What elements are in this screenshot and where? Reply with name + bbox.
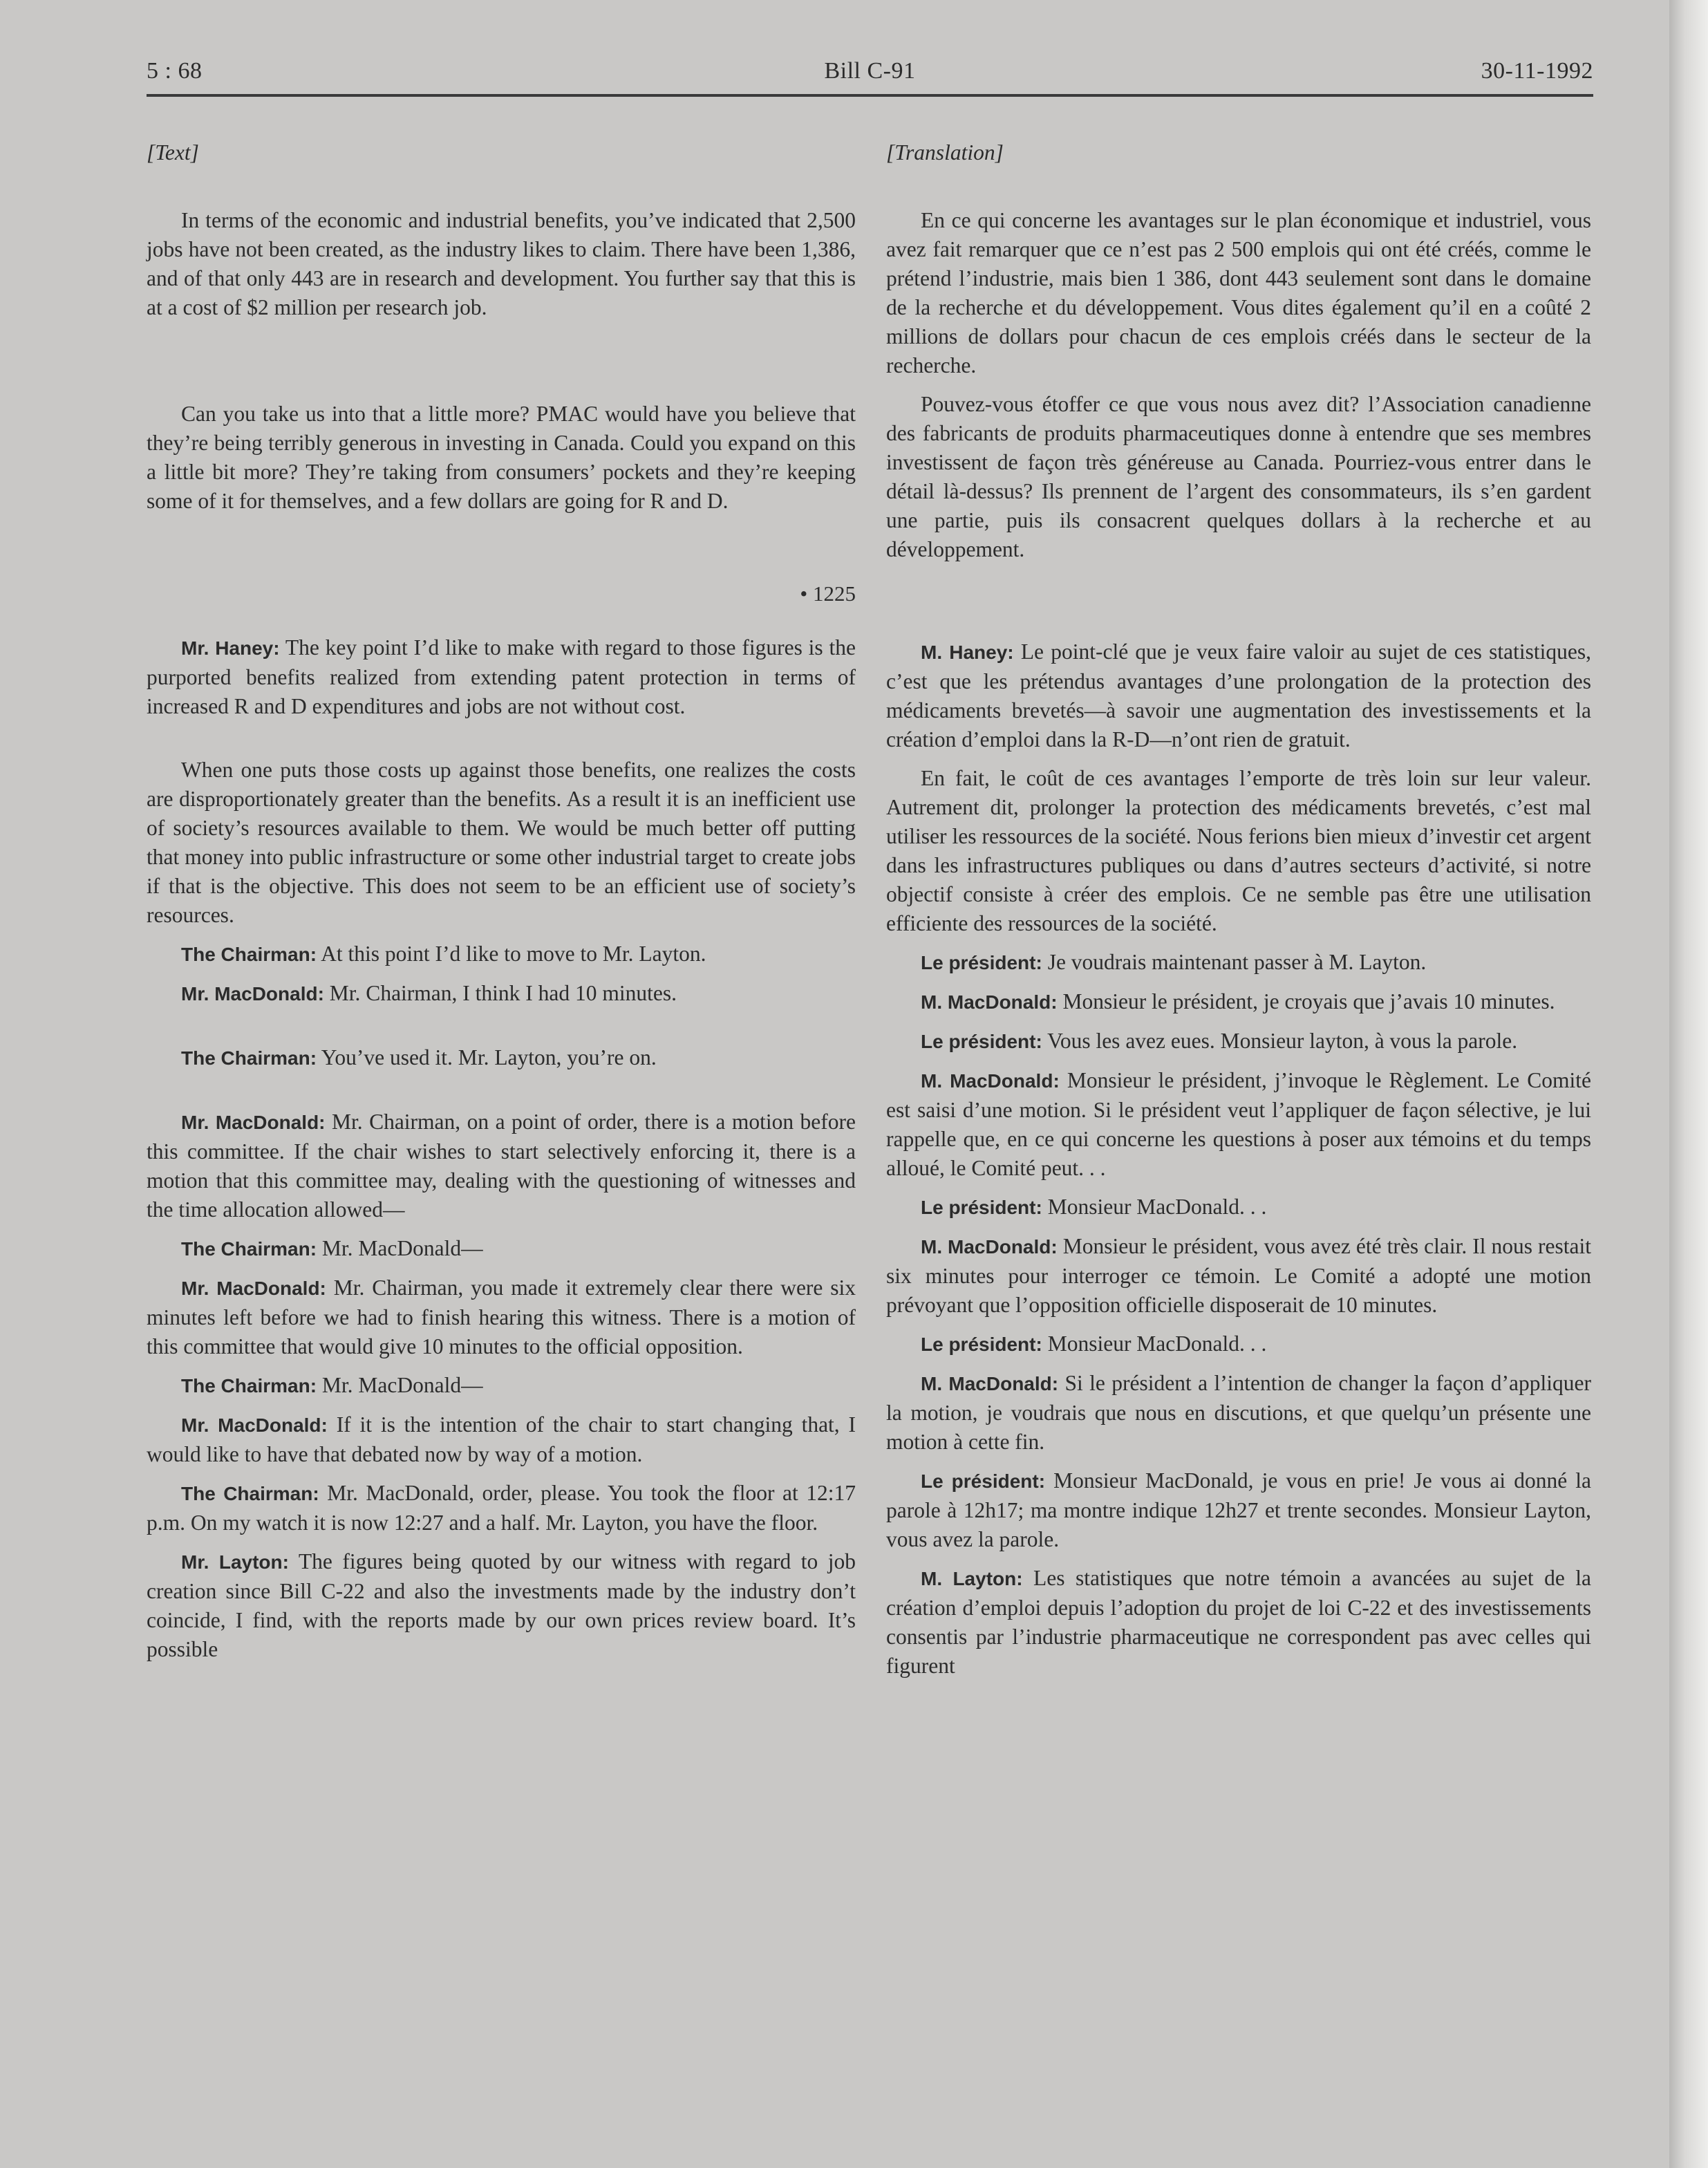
right-paragraph-6 <box>886 987 1591 1017</box>
left-paragraph-1 <box>147 206 856 322</box>
right-paragraph-2-text: Pouvez-vous étoffer ce que vous nous avez dit? l’Association canadienne des fabricants de produits pharmaceutiques donne à entendre que ses membres investissent de façon très généreuse au Canada. Pourriez-vous entrer dans le détail là-dessus? Ils prennent de l’argent des consommateurs, ils s’en gardent une partie, puis ils consacrent quelques dollars à la recherche et au développement. <box>886 392 1591 561</box>
right-paragraph-3-text: Le point-clé que je veux faire valoir au sujet de ces statistiques, c’est que les prétendus avantages d’une prolongation de la protection des médicaments brevetés—à savoir une augmentation des investissements et la création d’emploi dans la R-D—n’ont rien de gratuit. <box>886 639 1592 751</box>
left-paragraph-2 <box>147 400 856 516</box>
right-paragraph-4 <box>886 764 1591 938</box>
left-paragraph-11 <box>147 1371 856 1401</box>
left-paragraph-9-text: Mr. MacDonald— <box>321 1236 483 1260</box>
left-paragraph-10 <box>147 1273 856 1361</box>
speaker-name: M. Haney: <box>921 642 1014 663</box>
right-paragraph-12 <box>886 1369 1591 1457</box>
left-paragraph-13-text: Mr. MacDonald, order, please. You took the floor at 12:17 p.m. On my watch it is now 12:27 and a half. Mr. Layton, you have the floor. <box>147 1481 856 1535</box>
right-paragraph-5 <box>886 948 1591 978</box>
right-paragraph-6-text: Monsieur le président, je croyais que j’avais 10 minutes. <box>1062 989 1555 1013</box>
page-edge-shadow <box>1669 0 1708 2168</box>
right-paragraph-1-text: En ce qui concerne les avantages sur le plan économique et industriel, vous avez fait remarquer que ce n’est pas 2 500 emplois qui ont été créés, comme le prétend l’industrie, mais bien 1 386, dont 443 seulement sont dans le domaine de la recherche et du développement. Vous dites également qu’il en a coûté 2 millions de dollars pour chacun de ces emplois créés dans le secteur de la recherche. <box>886 208 1591 377</box>
speaker-name: M. MacDonald: <box>921 1236 1058 1258</box>
page-header <box>147 58 1593 97</box>
right-paragraph-7 <box>886 1027 1591 1056</box>
left-column <box>147 138 856 1664</box>
left-paragraph-7-text: You’ve used it. Mr. Layton, you’re on. <box>321 1045 657 1069</box>
left-paragraph-6-text: Mr. Chairman, I think I had 10 minutes. <box>329 981 677 1005</box>
speaker-name: M. MacDonald: <box>921 1373 1059 1394</box>
left-column-label: [Text] <box>147 140 199 165</box>
page-number: 5 : 68 <box>147 58 203 84</box>
right-paragraph-14 <box>886 1564 1591 1681</box>
left-paragraph-5-text: At this point I’d like to move to Mr. Layton. <box>321 942 706 966</box>
left-paragraph-6 <box>147 979 856 1009</box>
right-paragraph-13-text: Monsieur MacDonald, je vous en prie! Je vous ai donné la parole à 12h17; ma montre indique 12h27 et trente secondes. Monsieur Layton, vous avez la parole. <box>886 1468 1591 1551</box>
right-paragraph-10-text: Monsieur le président, vous avez été très clair. Il nous restait six minutes pour interroger ce témoin. Le Comité a adopté une motion prévoyant que l’opposition officielle disposerait de 10 minutes. <box>886 1234 1592 1317</box>
left-paragraph-8-text: Mr. Chairman, on a point of order, there is a motion before this committee. If the chair wishes to start selectively enforcing it, there is a motion that this committee may, dealing with the questioning of witnesses and the time allocation allowed— <box>147 1110 856 1222</box>
left-paragraph-4-text: When one puts those costs up against those benefits, one realizes the costs are disproportionately greater than the benefits. As a result it is an inefficient use of society’s resources available to them. We would be much better off putting that money into public infrastructure or some other industrial target to create jobs if that is the objective. This does not seem to be an efficient use of society’s resources. <box>147 758 856 927</box>
right-paragraph-1 <box>886 206 1591 380</box>
speaker-name: M. Layton: <box>921 1568 1023 1589</box>
right-label-text: Translation <box>894 140 995 165</box>
right-paragraph-7-text: Vous les avez eues. Monsieur layton, à vous la parole. <box>1047 1029 1518 1053</box>
speaker-name: The Chairman: <box>181 944 317 965</box>
speaker-name: Le président: <box>921 1031 1042 1052</box>
left-paragraph-5 <box>147 940 856 969</box>
right-paragraph-13 <box>886 1466 1591 1554</box>
left-paragraph-10-text: Mr. Chairman, you made it extremely clear there were six minutes left before we had to finish hearing this witness. There is a motion of this committee that would give 10 minutes to the official opposition. <box>147 1275 856 1358</box>
speaker-name: M. MacDonald: <box>921 991 1058 1013</box>
right-paragraph-11-text: Monsieur MacDonald. . . <box>1047 1331 1267 1356</box>
left-paragraph-11-text: Mr. MacDonald— <box>321 1373 483 1397</box>
right-paragraph-9 <box>886 1193 1591 1222</box>
left-paragraph-14-text: The figures being quoted by our witness with regard to job creation since Bill C-22 and also the investments made by the industry don’t coincide, I find, with the reports made by our own prices review board. It’s possible <box>147 1549 856 1661</box>
speaker-name: Mr. MacDonald: <box>181 983 324 1004</box>
right-paragraph-8-text: Monsieur le président, j’invoque le Règlement. Le Comité est saisi d’une motion. Si le président veut l’appliquer de façon sélective, je lui rappelle que, en ce qui concerne les questions à poser aux témoins et du temps alloué, le Comité peut. . . <box>886 1068 1592 1180</box>
right-paragraph-5-text: Je voudrais maintenant passer à M. Layton. <box>1047 950 1427 974</box>
time-marker: • 1225 <box>800 581 856 606</box>
right-paragraph-10 <box>886 1232 1591 1320</box>
right-column <box>886 138 1591 1681</box>
header-rule <box>147 94 1593 97</box>
right-paragraph-12-text: Si le président a l’intention de changer la façon d’appliquer la motion, je voudrais que nous en discutions, et que quelqu’un présente une motion à cette fin. <box>886 1371 1591 1454</box>
left-paragraph-2-text: Can you take us into that a little more? PMAC would have you believe that they’re being terribly generous in investing in Canada. Could you expand on this a little bit more? They’re taking from consumers’ pockets and they’re keeping some of it for themselves, and a few dollars are going for R and D. <box>147 402 856 513</box>
speaker-name: Mr. MacDonald: <box>181 1112 326 1133</box>
speaker-name: M. MacDonald: <box>921 1070 1060 1092</box>
speaker-name: The Chairman: <box>181 1238 317 1260</box>
left-paragraph-4 <box>147 756 856 930</box>
speaker-name: Le président: <box>921 1470 1046 1492</box>
speaker-name: The Chairman: <box>181 1047 317 1069</box>
speaker-name: Le président: <box>921 1197 1042 1218</box>
right-paragraph-4-text: En fait, le coût de ces avantages l’emporte de très loin sur leur valeur. Autrement dit, prolonger la protection des médicaments brevetés, c’est mal utiliser les ressources de la société. Nous ferions bien mieux d’investir cet argent dans les infrastructures publiques ou dans d’autres secteurs d’activité, si notre objectif consiste à créer des emplois. Ce ne semble pas être une utilisation efficiente des ressources de la société. <box>886 766 1591 935</box>
document-title: Bill C-91 <box>824 58 916 84</box>
speaker-name: The Chairman: <box>181 1483 319 1504</box>
speaker-name: Le président: <box>921 1334 1042 1355</box>
left-paragraph-12 <box>147 1410 856 1469</box>
speaker-name: Mr. MacDonald: <box>181 1414 328 1436</box>
left-paragraph-7 <box>147 1043 856 1073</box>
speaker-name: Mr. MacDonald: <box>181 1278 326 1299</box>
right-paragraph-14-text: Les statistiques que notre témoin a avancées au sujet de la création d’emploi depuis l’adoption du projet de loi C-22 et des investissements consentis par l’industrie pharmaceutique ne correspondent pas avec celles qui figurent <box>886 1566 1591 1678</box>
document-date: 30-11-1992 <box>1481 58 1593 84</box>
right-paragraph-9-text: Monsieur MacDonald. . . <box>1047 1195 1267 1219</box>
speaker-name: The Chairman: <box>181 1375 317 1396</box>
left-label-text: Text <box>155 140 191 165</box>
left-paragraph-12-text: If it is the intention of the chair to start changing that, I would like to have that debated now by way of a motion. <box>147 1412 856 1466</box>
right-paragraph-11 <box>886 1329 1591 1359</box>
speaker-name: Mr. Haney: <box>181 637 280 659</box>
left-paragraph-13 <box>147 1479 856 1538</box>
right-paragraph-8 <box>886 1066 1591 1183</box>
left-paragraph-3-text: The key point I’d like to make with regard to those figures is the purported benefits realized from extending patent protection in terms of increased R and D expenditures and jobs are not without cost. <box>147 635 856 718</box>
speaker-name: Mr. Layton: <box>181 1551 289 1573</box>
left-paragraph-9 <box>147 1234 856 1264</box>
speaker-name: Le président: <box>921 952 1042 973</box>
left-paragraph-3 <box>147 633 856 721</box>
right-column-label: [Translation] <box>886 140 1004 165</box>
right-paragraph-2 <box>886 390 1591 564</box>
right-paragraph-3 <box>886 637 1591 754</box>
left-paragraph-1-text: In terms of the economic and industrial benefits, you’ve indicated that 2,500 jobs have not been created, as the industry likes to claim. There have been 1,386, and of that only 443 are in research and development. You further say that this is at a cost of $2 million per research job. <box>147 208 856 319</box>
left-paragraph-14 <box>147 1547 856 1664</box>
left-paragraph-8 <box>147 1108 856 1224</box>
